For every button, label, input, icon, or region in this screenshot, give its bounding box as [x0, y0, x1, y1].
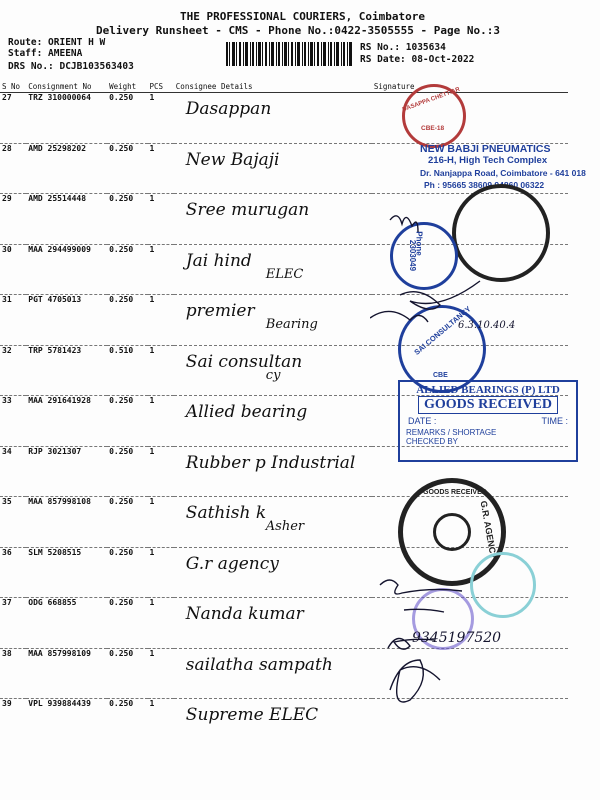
consignee-line2: ELEC: [265, 266, 304, 282]
allied-checked: CHECKED BY: [406, 437, 459, 446]
cell-sno: 35: [0, 497, 26, 548]
cell-weight: 0.250: [107, 446, 147, 497]
cell-pcs: 1: [148, 295, 174, 346]
cell-consignment: MAA 857998108: [26, 497, 107, 548]
runsheet-title: Delivery Runsheet - CMS - Phone No.:0422-3505555 - Page No.:3: [96, 24, 500, 37]
col-signature: Signature: [372, 80, 568, 93]
rs-date: RS Date: 08-Oct-2022: [360, 54, 475, 65]
col-consignment: Consignment No: [26, 80, 107, 93]
cell-consignment: MAA 857998109: [26, 648, 107, 699]
consignee-name: Nanda kumar: [185, 604, 304, 624]
cell-sno: 30: [0, 244, 26, 295]
cell-consignee: [174, 396, 372, 447]
cell-consignee: [174, 345, 372, 396]
cell-weight: 0.250: [107, 143, 147, 194]
allied-company: ALLIED BEARINGS (P) LTD: [416, 384, 560, 396]
barcode-icon: [226, 42, 352, 66]
gr-goods-received: GOODS RECEIVED: [423, 489, 487, 496]
cell-sno: 28: [0, 143, 26, 194]
cell-weight: 0.250: [107, 194, 147, 245]
cell-pcs: 1: [148, 598, 174, 649]
cell-consignment: ODG 668855: [26, 598, 107, 649]
cell-consignee: [174, 194, 372, 245]
allied-remarks: REMARKS / SHORTAGE: [406, 428, 497, 437]
allied-time: TIME :: [541, 416, 568, 426]
rs-number: RS No.: 1035634: [360, 42, 446, 53]
cell-sno: 32: [0, 345, 26, 396]
consignee-name: Dasappan: [185, 99, 272, 119]
cell-sno: 38: [0, 648, 26, 699]
cell-pcs: 1: [148, 194, 174, 245]
cell-consignee: [174, 648, 372, 699]
cell-consignee: [174, 143, 372, 194]
col-weight: Weight: [107, 80, 147, 93]
col-sno: S No: [0, 80, 26, 93]
cell-weight: 0.250: [107, 93, 147, 144]
cell-consignment: VPL 939884439: [26, 699, 107, 749]
phone-handwritten-38: 9345197520: [412, 630, 502, 646]
new-bajaji-line1: NEW BABJI PNEUMATICS: [420, 143, 551, 155]
cell-pcs: 1: [148, 244, 174, 295]
cell-consignment: TRZ 310000064: [26, 93, 107, 144]
consignee-name: Sai consultan: [185, 351, 303, 372]
cell-consignment: AMD 25514448: [26, 194, 107, 245]
consignee-name: Rubber p Industrial: [185, 452, 356, 473]
consignee-name: New Bajaji: [185, 149, 280, 170]
cell-weight: 0.250: [107, 699, 147, 749]
col-pcs: PCS: [148, 80, 174, 93]
cell-consignee: [174, 295, 372, 346]
consignee-name: premier: [185, 301, 255, 321]
cell-weight: 0.250: [107, 598, 147, 649]
new-bajaji-line3: Dr. Nanjappa Road, Coimbatore - 641 018: [420, 168, 586, 178]
staff-label: Staff: AMEENA: [8, 48, 83, 59]
cell-pcs: 1: [148, 396, 174, 447]
cell-pcs: 1: [148, 497, 174, 548]
signature-strokes-icon: [370, 200, 570, 720]
cell-consignment: RJP 3021307: [26, 446, 107, 497]
cell-sno: 39: [0, 699, 26, 749]
drs-number: DRS No.: DCJB103563403: [8, 61, 134, 72]
cell-consignee: [174, 547, 372, 598]
table-row: [0, 93, 568, 144]
cell-pcs: 1: [148, 648, 174, 699]
cell-consignee: [174, 699, 372, 749]
jaihind-stamp-number: 2303049: [408, 239, 418, 272]
cell-weight: 0.510: [107, 345, 147, 396]
cell-weight: 0.250: [107, 497, 147, 548]
cell-consignment: MAA 291641928: [26, 396, 107, 447]
cell-consignment: MAA 294499009: [26, 244, 107, 295]
cell-pcs: 1: [148, 345, 174, 396]
sai-stamp-city: CBE: [433, 372, 448, 379]
cell-pcs: 1: [148, 143, 174, 194]
cell-sno: 33: [0, 396, 26, 447]
cell-consignment: AMD 25298202: [26, 143, 107, 194]
new-bajaji-line4: Ph : 95665 38609 94860 06322: [424, 180, 545, 190]
table-header-row: [0, 80, 568, 93]
consignee-name: Sathish k: [185, 503, 267, 523]
gr-agency-text: G.R. AGENCY: [478, 499, 499, 561]
cell-weight: 0.250: [107, 547, 147, 598]
consignee-line2: Bearing: [265, 317, 318, 332]
new-bajaji-line2: 216-H, High Tech Complex: [428, 155, 548, 166]
cell-pcs: 1: [148, 446, 174, 497]
cell-weight: 0.250: [107, 648, 147, 699]
cell-consignment: SLM 5208515: [26, 547, 107, 598]
cell-sno: 27: [0, 93, 26, 144]
allied-date: DATE :: [408, 416, 437, 426]
cell-consignee: [174, 446, 372, 497]
cell-consignee: [174, 497, 372, 548]
cell-pcs: 1: [148, 93, 174, 144]
allied-received: GOODS RECEIVED: [418, 396, 558, 414]
dasappa-stamp-text: DASAPPA CHETTIAR: [401, 86, 461, 114]
consignee-name: G.r agency: [185, 553, 279, 574]
consignee-line2: Asher: [265, 519, 305, 534]
cell-sno: 36: [0, 547, 26, 598]
consignee-name: Supreme ELEC: [185, 705, 319, 725]
sig-handwritten-31: 6.3.10.40.4: [458, 320, 516, 331]
route-label: Route: ORIENT H W: [8, 37, 106, 48]
cell-pcs: 1: [148, 547, 174, 598]
cell-weight: 0.250: [107, 244, 147, 295]
cell-sno: 29: [0, 194, 26, 245]
consignee-name: Jai hind: [185, 250, 252, 271]
col-consignee: Consignee Details: [174, 80, 372, 93]
cell-sno: 34: [0, 446, 26, 497]
consignee-name: Allied bearing: [185, 402, 308, 422]
cell-weight: 0.250: [107, 396, 147, 447]
cell-sno: 37: [0, 598, 26, 649]
cell-weight: 0.250: [107, 295, 147, 346]
sai-stamp-text: SAI CONSULTANCY: [412, 304, 473, 357]
dasappa-stamp-city: CBE-18: [421, 125, 445, 132]
cell-consignee: [174, 598, 372, 649]
consignee-name: Sree murugan: [185, 200, 310, 220]
cell-pcs: 1: [148, 699, 174, 749]
cell-sno: 31: [0, 295, 26, 346]
cell-consignment: TRP 5781423: [26, 345, 107, 396]
consignee-line2: cy: [265, 367, 281, 383]
company-title: THE PROFESSIONAL COURIERS, Coimbatore: [180, 10, 426, 23]
cell-consignee: [174, 93, 372, 144]
consignee-name: sailatha sampath: [185, 654, 333, 675]
cell-consignment: PGT 4705013: [26, 295, 107, 346]
dasappa-stamp: [402, 84, 466, 148]
cell-consignee: [174, 244, 372, 295]
jaihind-stamp-phone: Phone: [414, 231, 424, 256]
